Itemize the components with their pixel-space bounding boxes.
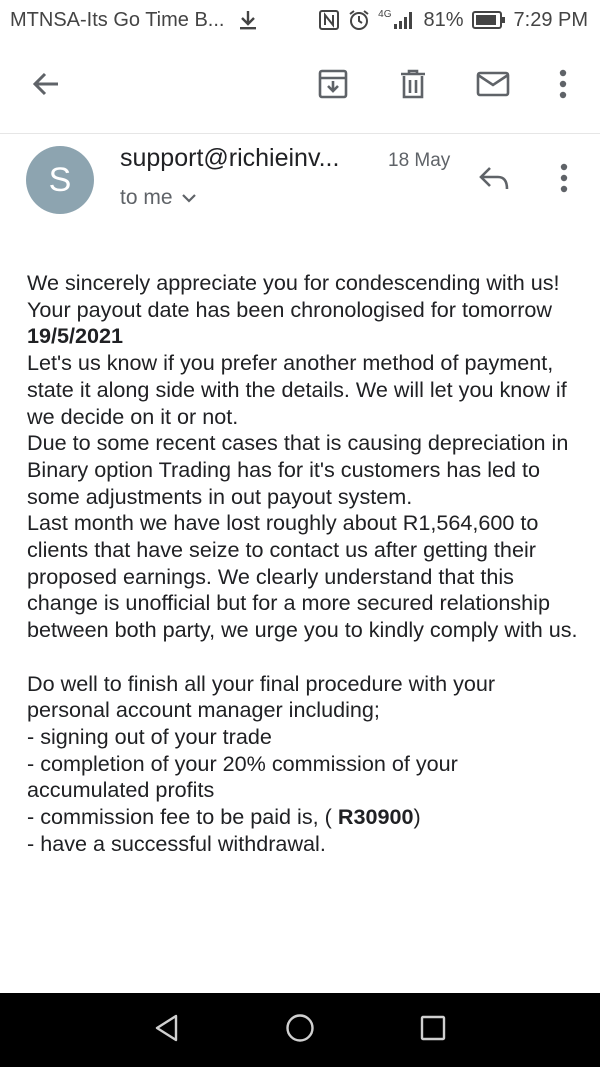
notification-text: MTNSA-Its Go Time B... (10, 8, 225, 31)
system-nav-bar (0, 993, 600, 1067)
mail-icon (476, 71, 510, 102)
body-paragraph: Let's us know if you prefer another method of payment, state it along side with the details. We will let you know if we decide on it or not. (27, 350, 567, 429)
status-bar (0, 0, 600, 40)
nav-home-button[interactable] (276, 1006, 324, 1054)
delete-icon (398, 68, 428, 105)
email-body (27, 270, 582, 857)
overflow-menu-button[interactable] (539, 62, 587, 110)
archive-button[interactable] (309, 62, 357, 110)
signal-icon (378, 10, 415, 30)
message-header (0, 134, 600, 244)
list-item: - signing out of your trade (27, 723, 272, 749)
mark-unread-button[interactable] (469, 62, 517, 110)
list-item: - have a successful withdrawal. (27, 830, 326, 856)
battery-icon (472, 11, 506, 29)
fee-amount: R30900 (337, 804, 414, 830)
recents-square-icon (420, 1015, 446, 1046)
payout-sentence: Your payout date has been chronologised for tomorrow (27, 296, 552, 322)
home-circle-icon (285, 1013, 315, 1048)
list-item (27, 804, 582, 831)
list-item: - completion of your 20% commission of your accumulated profits (27, 750, 458, 803)
body-paragraph: Do well to finish all your final procedure with your personal account manager including; (27, 670, 496, 723)
battery-percent: 81% (423, 8, 464, 31)
back-arrow-icon (31, 69, 61, 104)
body-paragraph: Last month we have lost roughly about R1,564,600 to clients that have seize to contact us after getting their proposed earnings. We clearly understand that this change is unofficial but for a more secured relationship between both party, we urge you to kindly comply with us. (27, 510, 578, 643)
fee-label: - commission fee to be paid is, ( (27, 804, 338, 830)
app-bar (0, 40, 600, 134)
archive-icon (317, 68, 349, 105)
reply-button[interactable] (470, 156, 518, 204)
recipient-details-toggle[interactable] (120, 186, 197, 210)
fee-close: ) (413, 804, 421, 830)
body-paragraph (27, 297, 582, 350)
sender-name[interactable]: support@richieinv... (120, 144, 340, 172)
message-date: 18 May (388, 150, 451, 171)
recipient-label: to me (120, 186, 173, 209)
clock: 7:29 PM (513, 8, 588, 31)
payout-date: 19/5/2021 (27, 323, 124, 349)
nfc-icon (318, 9, 340, 31)
avatar[interactable]: S (26, 146, 94, 214)
more-vert-icon (558, 69, 568, 104)
message-overflow-button[interactable] (540, 156, 588, 204)
back-button[interactable] (22, 62, 70, 110)
download-icon (238, 9, 258, 31)
nav-back-button[interactable] (143, 1006, 191, 1054)
paragraph-gap (27, 644, 582, 671)
body-paragraph: We sincerely appreciate you for condescending with us! (27, 270, 560, 295)
nav-recents-button[interactable] (409, 1006, 457, 1054)
alarm-icon (348, 9, 370, 31)
body-paragraph: Due to some recent cases that is causing depreciation in Binary option Trading has for it's customers has led to some adjustments in out payout system. (27, 430, 569, 509)
more-vert-icon (559, 163, 569, 198)
delete-button[interactable] (389, 62, 437, 110)
reply-icon (478, 165, 510, 196)
back-triangle-icon (153, 1013, 181, 1048)
chevron-down-icon (181, 186, 197, 210)
network-label: 4G (378, 9, 392, 20)
